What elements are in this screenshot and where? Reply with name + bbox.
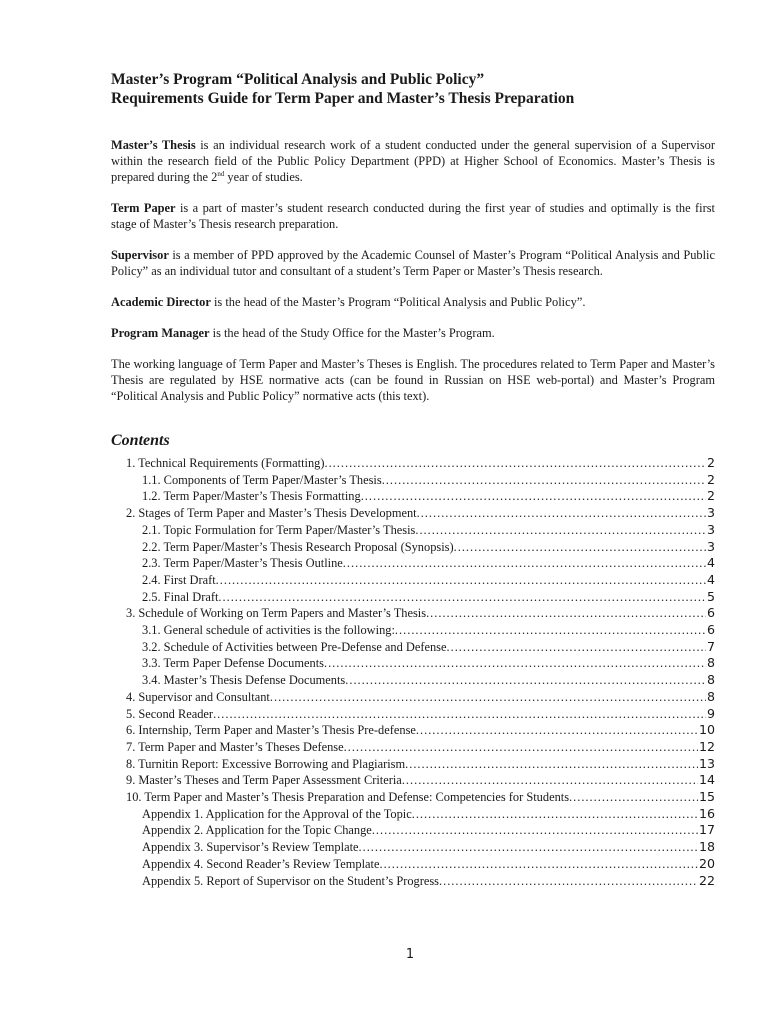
toc-entry-page: 5 <box>706 588 715 604</box>
toc-entry-title: 2.4. First Draft <box>142 572 216 587</box>
definition-text: is a member of PPD approved by the Academic Counsel of Master’s Program “Political Analysis and Public Policy” as an individual tutor and consultant of a student’s Term Paper or Master’s Thesis research. <box>111 248 715 278</box>
toc-dot-leader <box>447 640 706 656</box>
toc-entry[interactable] <box>111 756 715 773</box>
toc-entry-page: 16 <box>698 805 715 821</box>
toc-entry-page: 4 <box>706 555 715 571</box>
toc-entry[interactable] <box>111 639 715 656</box>
toc-entry[interactable] <box>111 806 715 823</box>
toc-dot-leader <box>345 673 706 689</box>
toc-entry-title: 2.3. Term Paper/Master’s Thesis Outline <box>142 556 343 571</box>
toc-dot-leader <box>405 757 698 773</box>
toc-dot-leader <box>344 740 698 756</box>
toc-entry-title: 3.4. Master’s Thesis Defense Documents <box>142 673 346 688</box>
ordinal-superscript: nd <box>217 169 225 178</box>
toc-entry-page: 14 <box>698 772 715 788</box>
toc-dot-leader <box>324 456 706 472</box>
contents-heading: Contents <box>111 432 170 449</box>
toc-entry[interactable] <box>111 822 715 839</box>
toc-dot-leader <box>216 573 706 589</box>
toc-dot-leader <box>270 690 706 706</box>
toc-entry-title: 3.1. General schedule of activities is the following: <box>142 623 395 638</box>
toc-entry-title: 3.2. Schedule of Activities between Pre-Defense and Defense <box>142 639 447 654</box>
toc-entry-page: 8 <box>706 655 715 671</box>
language-paragraph: The working language of Term Paper and Master’s Theses is English. The procedures related to Term Paper and Master’s Thesis are regulated by HSE normative acts (can be found in Russian on HSE web-portal) and Master’s Program “Political Analysis and Public Policy” normative acts (this text). <box>111 357 715 403</box>
toc-entry-page: 17 <box>698 822 715 838</box>
toc-entry-title: 6. Internship, Term Paper and Master’s Thesis Pre-defense <box>126 723 416 738</box>
definition-program-manager <box>111 325 715 341</box>
toc-dot-leader <box>213 707 706 723</box>
toc-entry[interactable] <box>111 488 715 505</box>
toc-entry-title: 10. Term Paper and Master’s Thesis Preparation and Defense: Competencies for Students <box>126 790 570 805</box>
toc-entry[interactable] <box>111 455 715 472</box>
toc-entry[interactable] <box>111 856 715 873</box>
document-title-line2: Requirements Guide for Term Paper and Master’s Thesis Preparation <box>111 90 575 107</box>
toc-entry-title: 2.2. Term Paper/Master’s Thesis Research Proposal (Synopsis) <box>142 539 454 554</box>
toc-entry-title: 7. Term Paper and Master’s Theses Defense <box>126 739 344 754</box>
toc-dot-leader <box>372 823 698 839</box>
toc-entry-title: 4. Supervisor and Consultant <box>126 689 270 704</box>
toc-entry[interactable] <box>111 839 715 856</box>
definition-masters-thesis <box>111 137 715 185</box>
toc-entry[interactable] <box>111 605 715 622</box>
toc-entry[interactable] <box>111 505 715 522</box>
toc-entry[interactable] <box>111 739 715 756</box>
toc-entry-page: 9 <box>706 705 715 721</box>
toc-dot-leader <box>439 874 698 890</box>
toc-entry-page: 13 <box>698 755 715 771</box>
page-number: 1 <box>405 947 415 962</box>
toc-dot-leader <box>379 857 697 873</box>
toc-entry-page: 7 <box>706 638 715 654</box>
toc-entry-page: 3 <box>706 505 715 521</box>
toc-entry[interactable] <box>111 655 715 672</box>
toc-entry-page: 3 <box>706 538 715 554</box>
definition-term: Supervisor <box>111 248 169 262</box>
toc-dot-leader <box>417 506 706 522</box>
toc-entry[interactable] <box>111 555 715 572</box>
toc-entry[interactable] <box>111 522 715 539</box>
definition-text-end: year of studies. <box>224 170 303 184</box>
toc-entry-title: 1. Technical Requirements (Formatting) <box>126 456 325 470</box>
toc-entry-page: 6 <box>706 622 715 638</box>
toc-entry[interactable] <box>111 789 715 806</box>
toc-entry-title: 3.3. Term Paper Defense Documents <box>142 656 324 671</box>
toc-entry-title: 1.1. Components of Term Paper/Master’s Thesis <box>142 472 382 487</box>
definition-text: is the head of the Master’s Program “Political Analysis and Public Policy”. <box>210 295 586 309</box>
toc-entry-title: 2. Stages of Term Paper and Master’s Thesis Development <box>126 506 417 521</box>
definition-term: Academic Director <box>111 295 211 309</box>
toc-dot-leader <box>415 523 706 539</box>
toc-entry-page: 3 <box>706 521 715 537</box>
toc-entry[interactable] <box>111 622 715 639</box>
document-page <box>111 70 715 889</box>
toc-dot-leader <box>426 606 706 622</box>
toc-entry[interactable] <box>111 539 715 556</box>
toc-entry-title: 8. Turnitin Report: Excessive Borrowing and Plagiarism <box>126 756 406 771</box>
toc-entry-title: 1.2. Term Paper/Master’s Thesis Formatting <box>142 489 361 504</box>
toc-entry[interactable] <box>111 873 715 890</box>
toc-entry[interactable] <box>111 589 715 606</box>
toc-entry-page: 18 <box>698 839 715 855</box>
toc-entry[interactable] <box>111 722 715 739</box>
toc-entry[interactable] <box>111 672 715 689</box>
definition-term-paper <box>111 200 715 232</box>
toc-entry-page: 8 <box>706 688 715 704</box>
toc-dot-leader <box>359 840 698 856</box>
toc-dot-leader <box>382 473 706 489</box>
toc-dot-leader <box>569 790 698 806</box>
table-of-contents <box>111 455 715 889</box>
definition-term: Term Paper <box>111 201 176 215</box>
toc-entry-title: 5. Second Reader <box>126 706 214 721</box>
toc-dot-leader <box>412 807 698 823</box>
toc-dot-leader <box>218 590 706 606</box>
toc-entry-title: Appendix 2. Application for the Topic Change <box>142 823 372 838</box>
toc-entry-page: 6 <box>706 605 715 621</box>
document-title-line1: Master’s Program “Political Analysis and Public Policy” <box>111 71 485 88</box>
definition-text: is the head of the Study Office for the Master’s Program. <box>209 326 495 340</box>
toc-entry[interactable] <box>111 572 715 589</box>
toc-entry-page: 8 <box>706 672 715 688</box>
toc-entry-title: 3. Schedule of Working on Term Papers and Master’s Thesis <box>126 606 427 621</box>
toc-entry-title: 9. Master’s Theses and Term Paper Assessment Criteria <box>126 773 402 788</box>
definition-academic-director <box>111 294 715 310</box>
toc-dot-leader <box>324 656 706 672</box>
toc-entry-title: Appendix 3. Supervisor’s Review Template <box>142 840 359 855</box>
definition-text: is a part of master’s student research conducted during the first year of studies and optimally is the first stage of Master’s Thesis research preparation. <box>111 201 715 231</box>
toc-entry-page: 2 <box>706 471 715 487</box>
toc-entry-page: 20 <box>698 855 715 871</box>
toc-dot-leader <box>395 623 706 639</box>
toc-dot-leader <box>402 773 698 789</box>
toc-entry-page: 22 <box>698 872 715 888</box>
toc-entry-title: 2.1. Topic Formulation for Term Paper/Master’s Thesis <box>142 522 416 537</box>
toc-dot-leader <box>416 723 698 739</box>
toc-entry-page: 2 <box>706 488 715 504</box>
toc-entry[interactable] <box>111 689 715 706</box>
definition-text: is an individual research work of a student conducted under the general supervision of a Supervisor within the research field of the Public Policy Department (PPD) at Higher School of Economics. Master’s Thesis is prepared during the 2 <box>111 138 715 184</box>
definition-supervisor <box>111 247 715 279</box>
toc-entry-title: Appendix 1. Application for the Approval of the Topic <box>142 806 412 821</box>
toc-entry[interactable] <box>111 472 715 489</box>
toc-entry-title: Appendix 5. Report of Supervisor on the Student’s Progress <box>142 873 440 888</box>
toc-dot-leader <box>361 489 706 505</box>
definition-term: Program Manager <box>111 326 210 340</box>
toc-entry-page: 12 <box>698 738 715 754</box>
toc-entry-title: 2.5. Final Draft <box>142 589 219 604</box>
toc-dot-leader <box>343 556 706 572</box>
toc-entry-page: 15 <box>698 789 715 805</box>
toc-entry[interactable] <box>111 706 715 723</box>
toc-entry-page: 4 <box>706 571 715 587</box>
toc-dot-leader <box>454 540 706 556</box>
toc-entry[interactable] <box>111 772 715 789</box>
toc-entry-page: 10 <box>698 722 715 738</box>
definition-term: Master’s Thesis <box>111 138 196 152</box>
toc-entry-title: Appendix 4. Second Reader’s Review Template <box>142 856 380 871</box>
toc-entry-page: 2 <box>706 455 715 470</box>
